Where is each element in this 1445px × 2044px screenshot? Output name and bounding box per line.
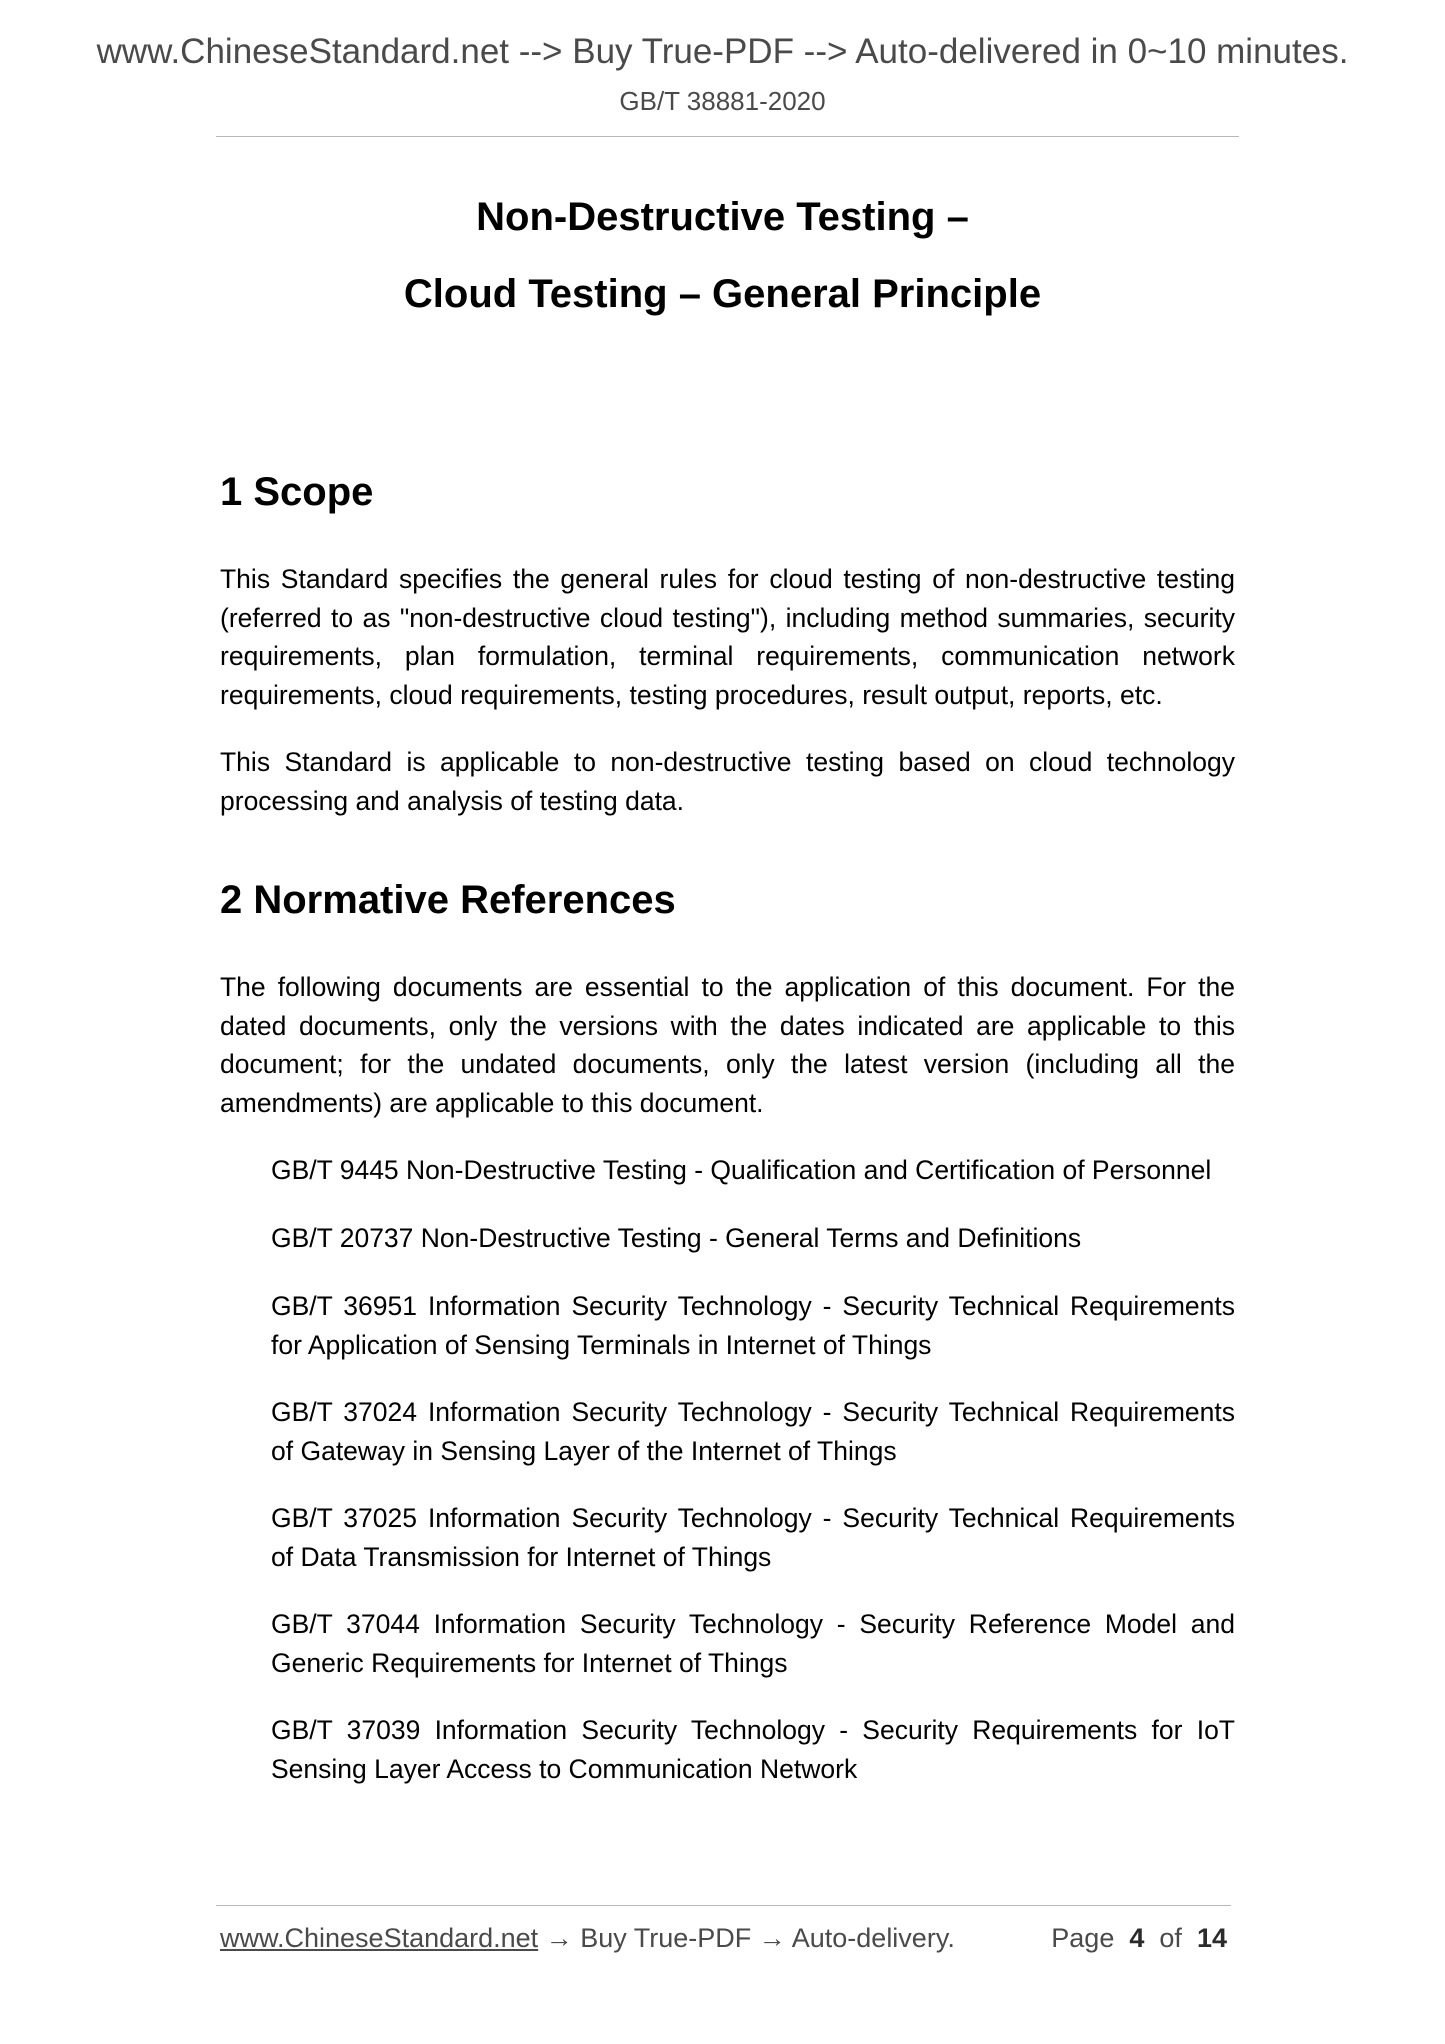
footer-website-link[interactable]: www.ChineseStandard.net (220, 1923, 539, 1953)
reference-item: GB/T 37039 Information Security Technology - Security Requirements for IoT Sensing Layer Access to Communication Network (271, 1715, 1235, 1784)
of-label: of (1159, 1923, 1182, 1953)
page-label: Page (1051, 1923, 1115, 1953)
reference-item: GB/T 37024 Information Security Technology - Security Technical Requirements of Gateway in Sensing Layer of the Internet of Things (271, 1397, 1235, 1466)
current-page-number: 4 (1129, 1923, 1145, 1953)
document-title-line-1: Non-Destructive Testing – (476, 195, 969, 239)
scope-paragraph-1: This Standard specifies the general rules for cloud testing of non-destructive testing (referred to as "non-destructive cloud testing"), including method summaries, security requirements, plan formulation, terminal requirements, communication network requirements, cloud requirements, testing procedures, result output, reports, etc. (220, 564, 1235, 710)
header-divider (216, 136, 1239, 137)
footer-promo (220, 1923, 955, 1954)
total-pages: 14 (1196, 1923, 1227, 1953)
scope-paragraph-2: This Standard is applicable to non-destructive testing based on cloud technology processing and analysis of testing data. (220, 747, 1235, 816)
reference-item: GB/T 37044 Information Security Technology - Security Reference Model and Generic Requirements for Internet of Things (271, 1609, 1235, 1678)
document-title-line-2: Cloud Testing – General Principle (403, 272, 1042, 316)
page-indicator (1051, 1923, 1227, 1954)
footer-promo-text: → Buy True-PDF → Auto-delivery. (538, 1923, 955, 1953)
section-heading-normative-references: 2 Normative References (220, 878, 676, 922)
reference-item: GB/T 36951 Information Security Technology - Security Technical Requirements for Application of Sensing Terminals in Internet of Things (271, 1291, 1235, 1360)
reference-item: GB/T 37025 Information Security Technology - Security Technical Requirements of Data Transmission for Internet of Things (271, 1503, 1235, 1572)
reference-item: GB/T 20737 Non-Destructive Testing - General Terms and Definitions (271, 1223, 1082, 1253)
normative-intro-paragraph: The following documents are essential to the application of this document. For the dated documents, only the versions with the dates indicated are applicable to this document; for the undated documents, only the latest version (including all the amendments) are applicable to this document. (220, 972, 1235, 1118)
reference-item: GB/T 9445 Non-Destructive Testing - Qualification and Certification of Personnel (271, 1155, 1212, 1185)
footer-divider (216, 1905, 1231, 1906)
section-heading-scope: 1 Scope (220, 470, 374, 514)
header-banner: www.ChineseStandard.net --> Buy True-PDF --> Auto-delivered in 0~10 minutes. (96, 32, 1349, 71)
document-code: GB/T 38881-2020 (619, 86, 826, 116)
